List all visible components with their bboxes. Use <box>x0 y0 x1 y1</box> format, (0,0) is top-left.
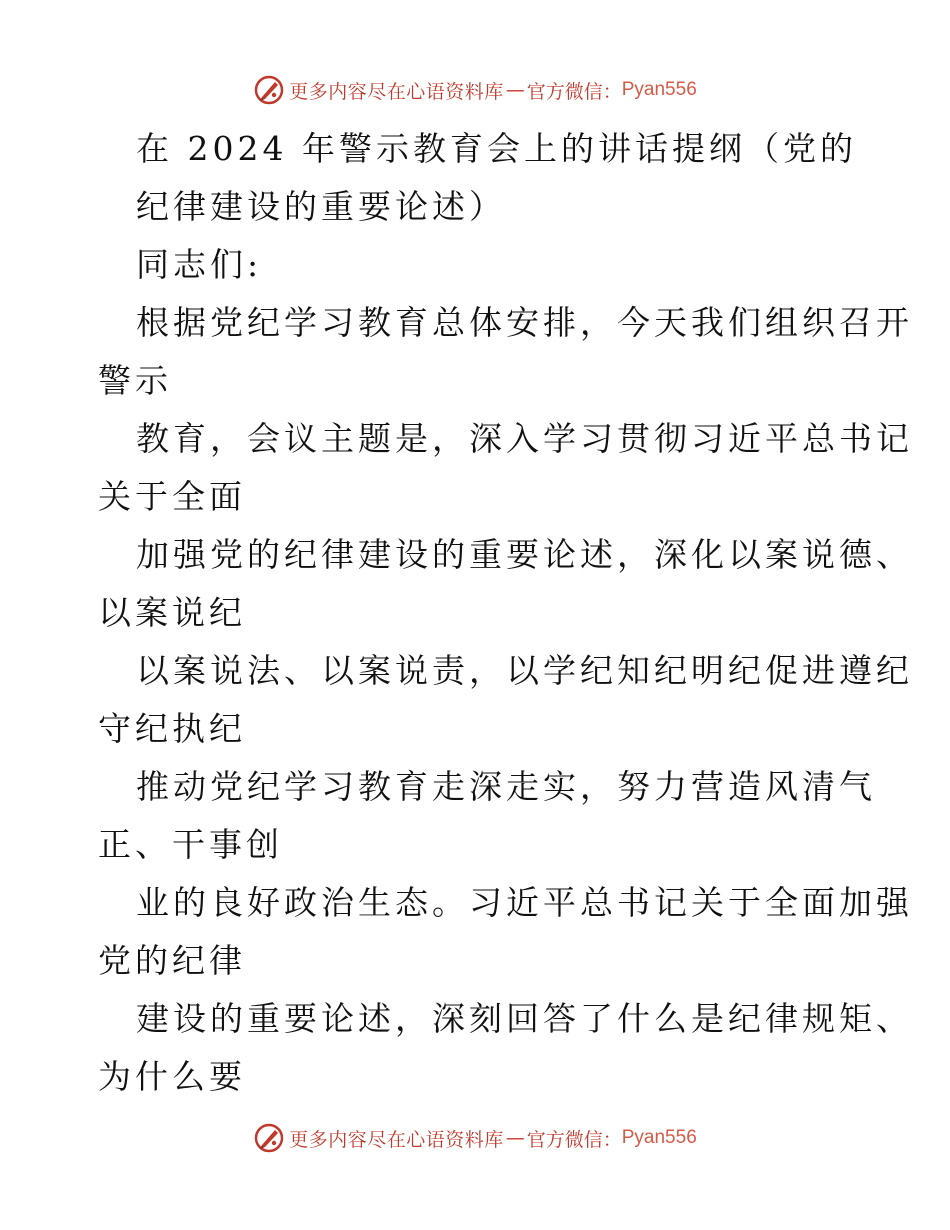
watermark-dash: — <box>505 79 525 101</box>
document-body <box>98 120 913 1106</box>
paragraph-line: 正、干事创 <box>98 825 283 864</box>
title-line-2: 纪律建设的重要论述） <box>136 187 506 226</box>
watermark-wechat-id: Pyan556 <box>621 79 697 100</box>
watermark-main-text: 更多内容尽在心语资料库 <box>289 80 504 103</box>
paragraph-line: 根据党纪学习教育总体安排，今天我们组织召开 <box>136 303 913 342</box>
watermark-dash: — <box>505 1127 525 1149</box>
paragraph-line: 以案说法、以案说责，以学纪知纪明纪促进遵纪 <box>136 651 913 690</box>
watermark-wechat-label: 官方微信： <box>526 80 622 103</box>
footer-watermark <box>0 1120 950 1156</box>
paragraph-line: 加强党的纪律建设的重要论述，深化以案说德、 <box>136 535 913 574</box>
salutation: 同志们: <box>136 245 263 284</box>
paragraph-line: 为什么要 <box>98 1057 246 1096</box>
paragraph-line: 关于全面 <box>98 477 246 516</box>
quill-pen-logo-icon <box>253 74 285 106</box>
paragraph-line: 党的纪律 <box>98 941 246 980</box>
paragraph-line: 推动党纪学习教育走深走实，努力营造风清气 <box>136 767 876 806</box>
header-watermark <box>0 72 950 108</box>
watermark-wechat-id: Pyan556 <box>621 1127 697 1148</box>
paragraph-line: 守纪执纪 <box>98 709 246 748</box>
watermark-wechat-label: 官方微信： <box>526 1128 622 1151</box>
watermark-main-text: 更多内容尽在心语资料库 <box>289 1128 504 1151</box>
quill-pen-logo-icon <box>253 1122 285 1154</box>
title-line-1: 在 2024 年警示教育会上的讲话提纲（党的 <box>136 129 857 168</box>
paragraph-line: 警示 <box>98 361 172 400</box>
paragraph-line: 建设的重要论述，深刻回答了什么是纪律规矩、 <box>136 999 913 1038</box>
paragraph-line: 以案说纪 <box>98 593 246 632</box>
paragraph-line: 教育，会议主题是，深入学习贯彻习近平总书记 <box>136 419 913 458</box>
paragraph-line: 业的良好政治生态。习近平总书记关于全面加强 <box>136 883 913 922</box>
